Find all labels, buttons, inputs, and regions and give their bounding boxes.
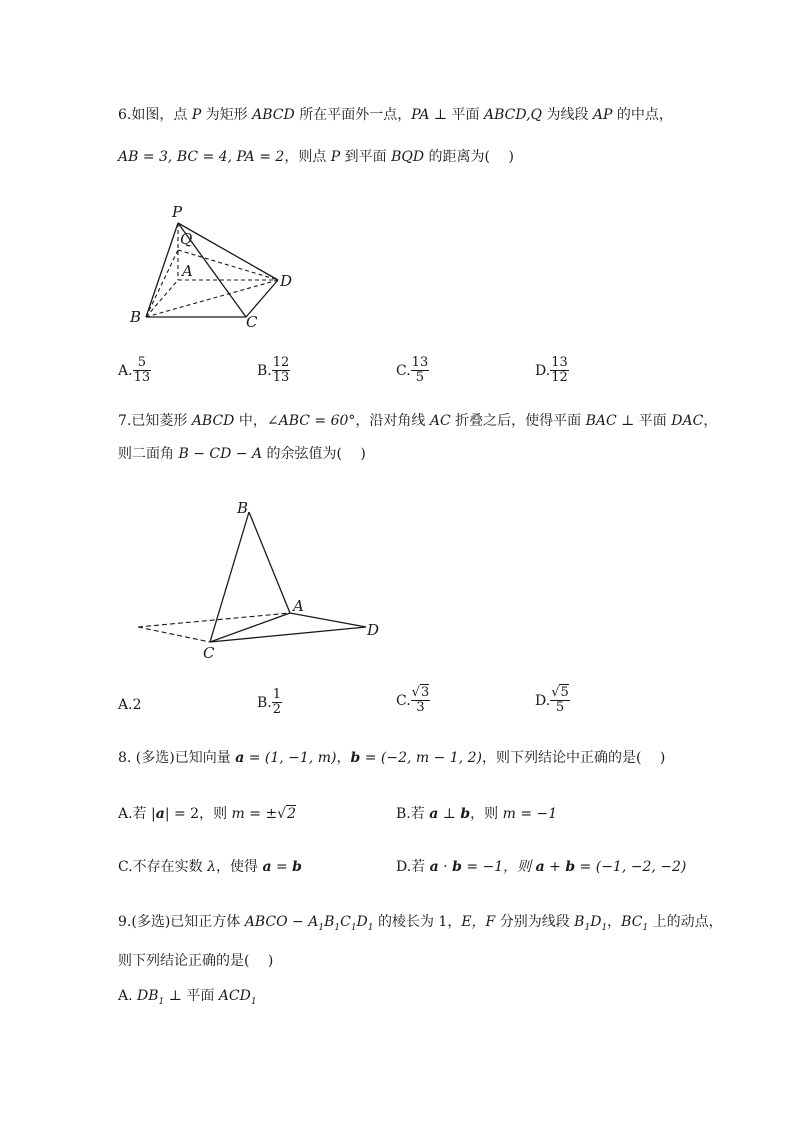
q8-option-c[interactable] [118, 859, 302, 876]
q9-line2 [118, 953, 273, 970]
q8-math: = (−2, m − 1, 2) [360, 750, 482, 766]
q7-text: ，沿对角线 [355, 413, 430, 429]
q6-math: ABCD [252, 107, 295, 123]
q9-text: 则下列结论正确的是( ) [118, 953, 274, 969]
frac-num: 12 [272, 355, 290, 370]
q8-math: m = −1 [502, 806, 558, 822]
q7-label-C: C [203, 644, 215, 662]
q8-option-d[interactable] [396, 859, 686, 876]
radicand: 2 [287, 806, 297, 822]
q8-vector: a [235, 750, 245, 766]
q7-math: BAC [585, 413, 617, 429]
option-letter: B. [257, 694, 272, 711]
frac-den: 2 [272, 702, 282, 718]
q7-text: 中， [234, 413, 267, 429]
q8-text: · [438, 859, 453, 875]
frac-num: 5 [133, 356, 152, 371]
q6-option-d[interactable] [535, 356, 569, 386]
option-letter: A. [118, 988, 138, 1004]
frac-den: 13 [272, 370, 290, 386]
q6-text: ，则点 [284, 149, 331, 165]
subscript: 1 [601, 922, 608, 933]
option-letter: C. [396, 362, 411, 379]
q6-math: ABCD,Q [483, 107, 543, 123]
q7-text: 的余弦值为( ) [262, 446, 366, 462]
option-letter: D. [535, 692, 551, 709]
option-letter: A. [118, 362, 133, 379]
q8-vector: a [429, 806, 439, 822]
q9-text: 的棱长为 1， [373, 914, 462, 930]
q7-line2 [118, 446, 366, 463]
q7-line1 [118, 413, 717, 430]
q8-option-b[interactable] [396, 806, 557, 823]
subscript: 1 [334, 922, 341, 933]
q6-text: ⊥ 平面 [429, 107, 484, 123]
frac-num: √3 [411, 685, 430, 700]
q8-vector: a [155, 806, 165, 822]
q9-text: ⊥ 平面 [164, 988, 219, 1004]
option-letter: A. [118, 697, 133, 713]
q7-text: 7.已知菱形 [118, 413, 192, 429]
q9-math: D [590, 914, 602, 930]
q8-text: ，则下列结论中正确的是( ) [481, 750, 666, 766]
frac-num: 1 [272, 687, 282, 702]
q6-math: BQD [391, 149, 425, 165]
q8-line [118, 750, 665, 767]
fraction [411, 686, 431, 716]
q6-option-c[interactable] [396, 356, 429, 386]
frac-den: 5 [415, 370, 425, 386]
q8-vector: b [452, 859, 462, 875]
frac-num: 13 [411, 355, 429, 370]
frac-den: 12 [551, 370, 568, 386]
q9-text: ， [607, 914, 622, 930]
q9-option-a[interactable] [118, 988, 257, 1008]
q7-text: ⊥ 平面 [616, 413, 672, 429]
q7-text: 则二面角 [118, 446, 179, 462]
frac-den: 3 [416, 700, 425, 716]
q8-math: m = ± [231, 806, 278, 822]
q6-math: AB = 3, BC = 4, PA = 2 [118, 149, 285, 165]
q8-vector: a [262, 859, 272, 875]
subscript: 1 [367, 922, 374, 933]
frac-den: 13 [133, 370, 151, 386]
radicand: 5 [560, 685, 569, 700]
q8-text: ，使得 [216, 859, 263, 875]
q6-text: 为矩形 [201, 107, 253, 123]
fraction [411, 356, 430, 386]
q9-text: 上的动点， [648, 914, 723, 930]
q6-math: PA [411, 107, 430, 123]
frac-den: 5 [555, 700, 565, 716]
q9-text: 9.(多选)已知正方体 [118, 914, 245, 930]
q6-text: 所在平面外一点， [294, 107, 412, 123]
q7-math: DAC [671, 413, 704, 429]
option-letter: D. [535, 362, 551, 379]
q8-vector: b [565, 859, 576, 875]
q9-math: BC [621, 914, 643, 930]
subscript: 1 [350, 922, 357, 933]
q7-option-d[interactable] [535, 686, 570, 716]
q8-vector: a [535, 859, 545, 875]
q8-text: A.若 | [118, 806, 156, 822]
q9-line1 [118, 914, 723, 934]
q6-label-D: D [280, 272, 293, 290]
subscript: 1 [642, 922, 649, 933]
q6-line1 [118, 107, 673, 124]
q8-text: ， [336, 750, 351, 766]
q8-text: C.不存在实数 [118, 859, 208, 875]
q8-text: + [544, 859, 566, 875]
q6-label-B: B [130, 308, 142, 326]
q6-math: AP [592, 107, 613, 123]
option-letter: C. [396, 692, 411, 709]
fraction [550, 686, 570, 716]
q7-label-A: A [293, 597, 304, 615]
q8-text: B.若 [396, 806, 430, 822]
q8-math: = (−1, −2, −2) [575, 859, 687, 875]
q8-vector: b [460, 806, 471, 822]
q6-label-A: A [182, 262, 193, 280]
q9-math: C [340, 914, 351, 930]
q7-option-b[interactable] [257, 688, 282, 718]
fraction [550, 356, 569, 386]
fraction [272, 356, 291, 386]
frac-num: 13 [551, 355, 568, 370]
subscript: 1 [318, 922, 325, 933]
q9-math: DB [137, 988, 159, 1004]
q8-math: = −1，则 [461, 859, 536, 875]
q6-figure [120, 200, 310, 335]
q7-figure [130, 495, 390, 665]
q7-math: B − CD − A [178, 446, 263, 462]
q7-math: ABCD [191, 413, 235, 429]
q8-text: D.若 [396, 859, 430, 875]
subscript: 1 [584, 922, 591, 933]
q7-text: 折叠之后，使得平面 [450, 413, 586, 429]
q8-text: ，则 [470, 806, 503, 822]
q9-segment [621, 914, 649, 933]
q8-text: = [271, 859, 293, 875]
q9-text: 分别为线段 [495, 914, 575, 930]
q7-label-B: B [237, 499, 249, 517]
q8-math: = (1, −1, m) [244, 750, 337, 766]
q8-vector: a [429, 859, 439, 875]
q6-text: 到平面 [340, 149, 392, 165]
q7-label-D: D [367, 621, 380, 639]
q6-label-Q: Q [180, 230, 193, 248]
q8-option-a[interactable]: A.若 |a| = 2，则 m = ±√2 [118, 806, 297, 822]
q7-text: ， [703, 413, 718, 429]
fraction [133, 356, 152, 386]
q6-text: 的距离为( ) [424, 149, 514, 165]
q7-option-c[interactable] [396, 686, 430, 716]
subscript: 1 [250, 996, 257, 1007]
q9-math: E，F [461, 914, 496, 930]
option-value: 2 [132, 697, 142, 713]
q6-math: P [330, 149, 341, 165]
q9-math: ACD [218, 988, 251, 1004]
q6-option-a[interactable] [118, 356, 151, 386]
q8-math: λ [207, 859, 216, 875]
frac-num: √5 [551, 685, 569, 700]
q6-label-C: C [246, 313, 258, 331]
q7-math: ∠ABC = 60° [266, 413, 356, 429]
q6-text: 6.如图，点 [118, 107, 192, 123]
q9-segment [574, 914, 608, 933]
q8-vector: b [292, 859, 302, 875]
q8-text: ⊥ [438, 806, 461, 822]
fraction [272, 688, 282, 718]
q8-text: | = 2，则 [164, 806, 232, 822]
q6-option-b[interactable] [257, 356, 290, 386]
q7-option-a[interactable] [118, 697, 141, 714]
subscript: 1 [158, 996, 165, 1007]
q8-text: 8. (多选)已知向量 [118, 750, 236, 766]
q9-math: B [574, 914, 585, 930]
q9-math: B [324, 914, 335, 930]
q9-cube-name [244, 914, 374, 933]
q8-vector: b [350, 750, 361, 766]
q9-math: ABCO − A [244, 914, 319, 930]
q6-line2 [118, 149, 514, 166]
q6-text: 的中点， [612, 107, 673, 123]
radicand: 3 [420, 685, 430, 700]
q6-label-P: P [172, 203, 183, 221]
q7-math: AC [429, 413, 451, 429]
q6-math: P [191, 107, 202, 123]
q9-math: D [356, 914, 368, 930]
q6-text: 为线段 [542, 107, 593, 123]
option-letter: B. [257, 362, 272, 379]
